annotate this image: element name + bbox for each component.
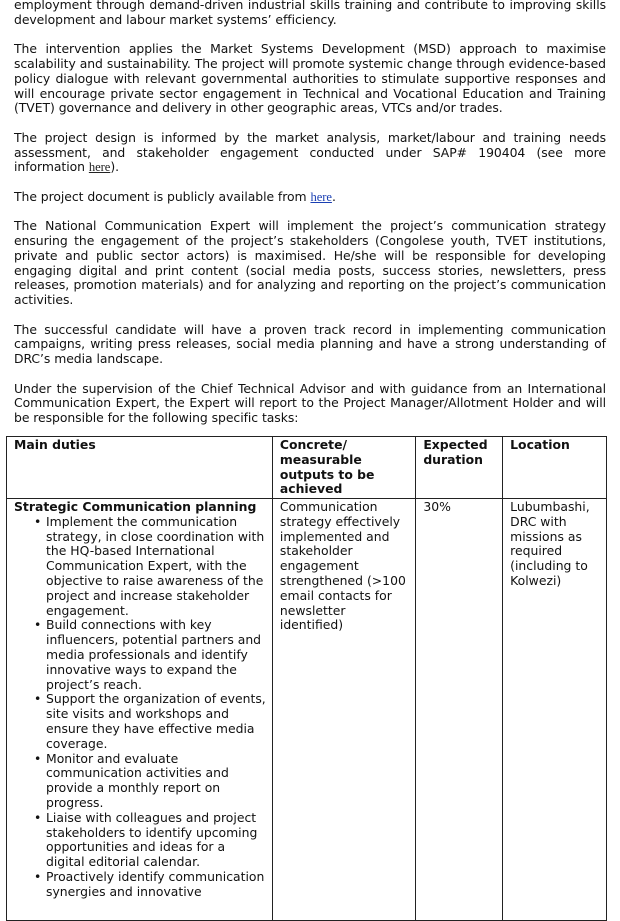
paragraph-text: Under the supervision of the Chief Technical Advisor and with guidance from an International Communication Expert, the Expert will report to the Project Manager/Allotment Holder and will be responsible for the following specific tasks: <box>14 380 606 426</box>
paragraph-project-document <box>14 190 606 205</box>
paragraph-text: The National Communication Expert will implement the project’s communication strategy ensuring the engagement of the project’s stakeholders (Congolese youth, TVET institutions, private and public sector actors) is maximised. He/she will be responsible for developing engaging digital and print content (social media posts, success stories, newsletters, press releases, promotion materials) and for analyzing and reporting on the project’s communication activities. <box>14 218 606 308</box>
paragraph-text: . <box>331 188 336 204</box>
cell-expected-duration: 30% <box>416 499 503 921</box>
document-body <box>14 0 606 440</box>
more-information-link[interactable]: here <box>88 160 111 175</box>
list-item <box>34 692 266 751</box>
bullet-icon: • <box>34 868 42 884</box>
list-item <box>34 811 266 870</box>
duty-text: Build connections with key influencers, potential partners and media professionals and identify innovative ways to expand the project’s reach. <box>46 617 262 692</box>
paragraph-text: The intervention applies the Market Systems Development (MSD) approach to maximise scalability and sustainability. The project will promote systemic change through evidence-based policy dialogue with relevant governmental authorities to stimulate supportive responses and will encourage private sector engagement in Technical and Vocational Education and Training (TVET) governance and delivery in other geographic areas, VTCs and/or trades. <box>14 41 606 116</box>
bullet-icon: • <box>34 617 42 633</box>
table-header-row <box>7 437 607 499</box>
bullet-icon: • <box>34 691 42 707</box>
cell-outputs: Communication strategy effectively implemented and stakeholder engagement strengthened (>100 email contacts for newsletter identified) <box>272 499 415 921</box>
paragraph-text: employment through demand-driven industrial skills training and contribute to improving skills development and labour market systems’ efficiency. <box>14 0 606 27</box>
tasks-table <box>6 436 607 921</box>
duty-text: Liaise with colleagues and project stakeholders to identify upcoming opportunities and ideas for a digital editorial calendar. <box>46 809 258 870</box>
paragraph-text: The successful candidate will have a proven track record in implementing communication campaigns, writing press releases, social media planning and have a strong understanding of DRC’s media landscape. <box>14 321 606 367</box>
section-title: Strategic Communication planning <box>14 499 257 514</box>
header-location: Location <box>503 437 607 499</box>
bullet-icon: • <box>34 809 42 825</box>
duty-text: Proactively identify communication synergies and innovative <box>46 868 265 899</box>
bullet-icon: • <box>34 513 42 529</box>
paragraph-intervention <box>14 42 606 116</box>
list-item <box>34 752 266 811</box>
project-document-link[interactable]: here <box>310 189 332 204</box>
duty-text: Support the organization of events, site visits and workshops and ensure they have effective media coverage. <box>46 691 266 751</box>
paragraph-project-design <box>14 131 606 175</box>
paragraph-project-objective <box>14 0 606 28</box>
list-item <box>34 618 266 692</box>
paragraph-text: ). <box>110 159 120 175</box>
duty-text: Monitor and evaluate communication activities and provide a monthly report on progress. <box>46 750 229 810</box>
duty-list <box>14 515 266 900</box>
header-main-duties: Main duties <box>7 437 273 499</box>
table-row <box>7 499 607 921</box>
header-expected-duration: Expected duration <box>416 437 503 499</box>
paragraph-supervision <box>14 382 606 426</box>
paragraph-candidate-profile <box>14 323 606 367</box>
list-item <box>34 870 266 900</box>
paragraph-text: The project document is publicly available from <box>14 188 311 204</box>
cell-main-duties <box>7 499 273 921</box>
paragraph-role-description <box>14 219 606 308</box>
list-item <box>34 515 266 619</box>
header-outputs: Concrete/ measurable outputs to be achieved <box>272 437 415 499</box>
duty-text: Implement the communication strategy, in close coordination with the HQ-based International Communication Expert, with the objective to raise awareness of the project and increase stakeholder engagement. <box>46 513 265 618</box>
cell-location: Lubumbashi, DRC with missions as required (including to Kolwezi) <box>503 499 607 921</box>
bullet-icon: • <box>34 750 42 766</box>
paragraph-text: The project design is informed by the market analysis, market/labour and training needs assessment, and stakeholder engagement conducted under SAP# 190404 (see more information <box>14 129 606 175</box>
